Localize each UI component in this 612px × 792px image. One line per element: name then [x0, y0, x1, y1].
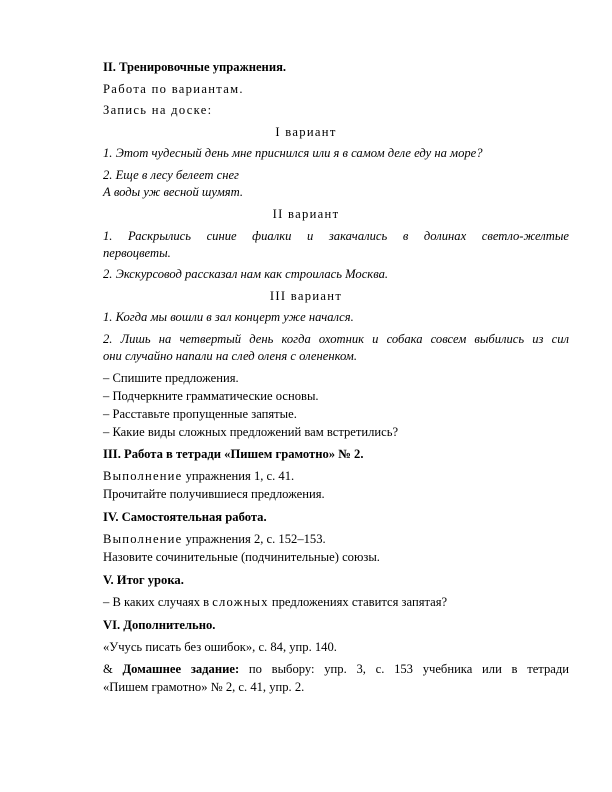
task-underline: – Подчеркните грамматические основы. [103, 389, 319, 403]
homework-line-2: «Пишем грамотно» № 2, с. 41, упр. 2. [103, 680, 305, 694]
exercise-word: Выполнение [103, 532, 183, 546]
summary-question-pre: – В каких случаях в [103, 595, 213, 609]
variant-3-title: III вариант [269, 289, 343, 303]
task-copy: – Спишите предложения. [103, 371, 239, 385]
additional-book: «Учусь писать без ошибок», с. 84, упр. 140. [103, 640, 337, 654]
variant-3-sentence-1: 1. Когда мы вошли в зал концерт уже начался. [103, 310, 354, 324]
exercise-word: Выполнение [103, 469, 183, 483]
section-heading-notebook: III. Работа в тетради «Пишем грамотно» № 2. [103, 447, 364, 461]
work-by-variants: Работа по вариантам. [103, 82, 244, 96]
notebook-exercise [103, 468, 294, 484]
homework-icon: & [103, 662, 113, 676]
variant-3-sentence-2a: 2. Лишь на четвертый день когда охотник и собака совсем выбились из сил [103, 332, 569, 346]
task-types: – Какие виды сложных предложений вам встретились? [103, 425, 399, 439]
board-note: Запись на доске: [103, 103, 213, 117]
section-heading-additional: VI. Дополнительно. [103, 618, 216, 632]
independent-exercise [103, 531, 326, 547]
variant-1-sentence-2a: 2. Еще в лесу белеет снег [103, 168, 239, 182]
homework-line-1 [103, 661, 569, 677]
variant-1-sentence-1: 1. Этот чудесный день мне приснился или я в самом деле еду на море? [103, 146, 483, 160]
variant-1-sentence-2b: А воды уж весной шумят. [103, 185, 244, 199]
task-commas: – Расставьте пропущенные запятые. [103, 407, 297, 421]
variant-3-sentence-2b: они случайно напали на след оленя с олененком. [103, 349, 357, 363]
homework-text: по выбору: упр. 3, с. 153 учебника или в тетради [239, 662, 569, 676]
homework-label: Домашнее задание: [112, 662, 240, 676]
variant-2-sentence-1b: первоцветы. [103, 246, 171, 260]
section-heading-summary: V. Итог урока. [103, 573, 184, 587]
notebook-read: Прочитайте получившиеся предложения. [103, 487, 325, 501]
summary-question-word: сложных [212, 595, 269, 609]
exercise-ref: упражнения 2, с. 152–153. [182, 532, 326, 546]
summary-question-post: предложениях ставится запятая? [268, 595, 448, 609]
variant-2-sentence-1a: 1. Раскрылись синие фиалки и закачались в долинах светло-желтые [103, 229, 569, 243]
variant-2-sentence-2: 2. Экскурсовод рассказал нам как строилась Москва. [103, 267, 389, 281]
section-heading-training: II. Тренировочные упражнения. [103, 60, 287, 74]
variant-1-title: I вариант [275, 125, 337, 139]
exercise-ref: упражнения 1, с. 41. [182, 469, 295, 483]
summary-question [103, 594, 447, 610]
independent-conjunctions: Назовите сочинительные (подчинительные) союзы. [103, 550, 380, 564]
variant-2-title: II вариант [272, 207, 340, 221]
section-heading-independent: IV. Самостоятельная работа. [103, 510, 267, 524]
